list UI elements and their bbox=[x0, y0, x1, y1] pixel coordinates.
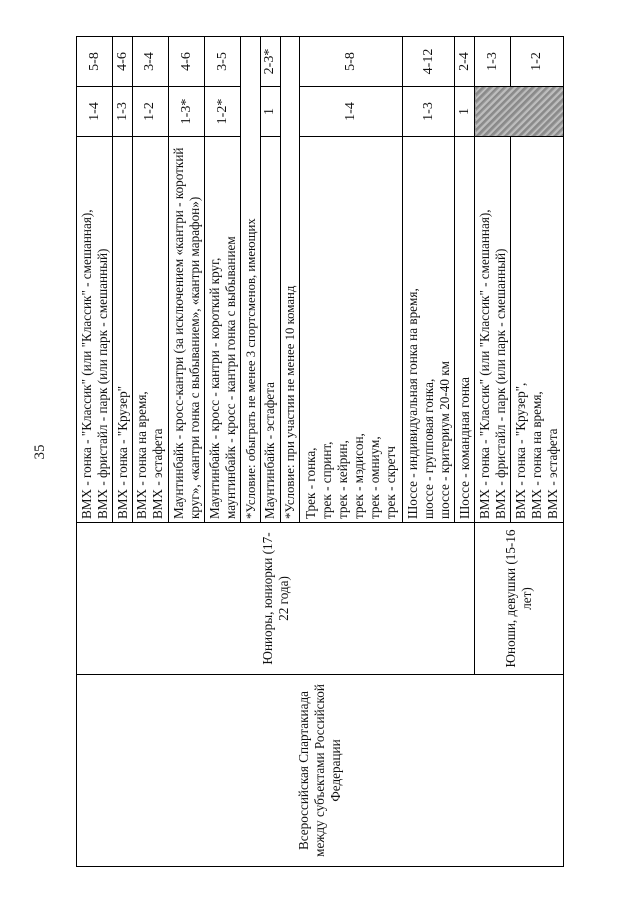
discipline-cell bbox=[169, 137, 205, 523]
discipline-line: ВМХ - гонка на время, bbox=[529, 391, 545, 519]
discipline-cell bbox=[261, 137, 281, 523]
discipline-line: ВМХ - эстафета bbox=[545, 428, 561, 519]
place-range-cell: 1-2* bbox=[205, 87, 241, 137]
discipline-line: шоссе - групповая гонка, bbox=[420, 378, 436, 519]
condition-note: *Условие: обыграть не менее 3 спортсменов, имеющих bbox=[241, 37, 261, 523]
discipline-line: трек - мэдисон, bbox=[350, 433, 366, 519]
page-number: 35 bbox=[32, 444, 48, 460]
place-range-cell: 1 bbox=[455, 87, 475, 137]
place-range-cell: 1-3 bbox=[402, 87, 455, 137]
discipline-cell bbox=[132, 137, 168, 523]
age-group-cell: Юноши, девушки (15-16 лет) bbox=[475, 523, 564, 675]
rotated-table-wrapper bbox=[76, 37, 564, 867]
discipline-cell bbox=[475, 137, 511, 523]
discipline-line: Маунтинбайк - кросс - кантри - короткий круг, bbox=[206, 257, 222, 519]
discipline-cell bbox=[455, 137, 475, 523]
discipline-line: шоссе - критериум 20-40 км bbox=[436, 361, 452, 519]
discipline-line: ВМХ - эстафета bbox=[150, 428, 166, 519]
place-range-cell: 1-3* bbox=[169, 87, 205, 137]
place-range-cell: 1-4 bbox=[77, 87, 113, 137]
discipline-line: Маунтинбайк - кросс-кантри (за исключением «кантри - короткий круг», «кантри гонка с выбыванием», «кантри марафон») bbox=[170, 147, 202, 519]
discipline-cell bbox=[77, 137, 113, 523]
place-range-cell: 4-12 bbox=[402, 37, 455, 87]
discipline-line: Шоссе - индивидуальная гонка на время, bbox=[404, 288, 420, 519]
place-range-cell: 1-3 bbox=[475, 37, 511, 87]
discipline-cell bbox=[205, 137, 241, 523]
discipline-line: ВМХ - гонка - "Классик" (или "Классик" - смешанная), bbox=[476, 209, 492, 519]
discipline-line: ВМХ - гонка - "Крузер" bbox=[114, 385, 130, 519]
place-range-cell: 5-8 bbox=[77, 37, 113, 87]
discipline-line: трек - скретч bbox=[382, 446, 398, 519]
discipline-line: трек - омниум, bbox=[366, 436, 382, 519]
place-range-cell: 1-2 bbox=[132, 87, 168, 137]
place-range-cell: 3-5 bbox=[205, 37, 241, 87]
discipline-line: ВМХ - фристайл - парк (или парк - смешанный) bbox=[492, 248, 508, 519]
shaded-empty-cell bbox=[475, 87, 564, 137]
place-range-cell: 1-3 bbox=[113, 87, 133, 137]
place-range-cell: 2-3* bbox=[261, 37, 281, 87]
discipline-cell bbox=[511, 137, 564, 523]
discipline-cell bbox=[300, 137, 402, 523]
discipline-line: Маунтинбайк - эстафета bbox=[262, 382, 278, 519]
age-group-cell: Юниоры, юниорки (17-22 года) bbox=[77, 523, 475, 675]
discipline-line: ВМХ - гонка на время, bbox=[134, 391, 150, 519]
table-row bbox=[77, 37, 113, 867]
discipline-cell bbox=[113, 137, 133, 523]
sports-ranks-table bbox=[76, 36, 564, 867]
discipline-line: трек - спринт, bbox=[318, 441, 334, 519]
competition-name-cell: Всероссийская Спартакиада между субъектами Российской Федерации bbox=[77, 675, 564, 867]
place-range-cell: 5-8 bbox=[300, 37, 402, 87]
discipline-line: ВМХ - гонка - "Крузер", bbox=[513, 382, 529, 519]
place-range-cell: 4-6 bbox=[169, 37, 205, 87]
place-range-cell: 3-4 bbox=[132, 37, 168, 87]
place-range-cell: 1-4 bbox=[300, 87, 402, 137]
discipline-line: трек - кейрин, bbox=[334, 440, 350, 519]
discipline-line: Трек - гонка, bbox=[302, 447, 318, 519]
discipline-line: Шоссе - командная гонка bbox=[456, 377, 472, 519]
discipline-cell bbox=[402, 137, 455, 523]
discipline-line: ВМХ - гонка - "Классик" (или "Классик" - смешанная), bbox=[78, 209, 94, 519]
condition-note: *Условие: при участии не менее 10 команд bbox=[280, 37, 300, 523]
discipline-line: ВМХ - фристайл - парк (или парк - смешанный) bbox=[94, 248, 110, 519]
discipline-line: маунтинбайк - кросс - кантри гонка с выбыванием bbox=[222, 236, 238, 519]
place-range-cell: 1-2 bbox=[511, 37, 564, 87]
place-range-cell: 4-6 bbox=[113, 37, 133, 87]
place-range-cell: 2-4 bbox=[455, 37, 475, 87]
place-range-cell: 1 bbox=[261, 87, 281, 137]
